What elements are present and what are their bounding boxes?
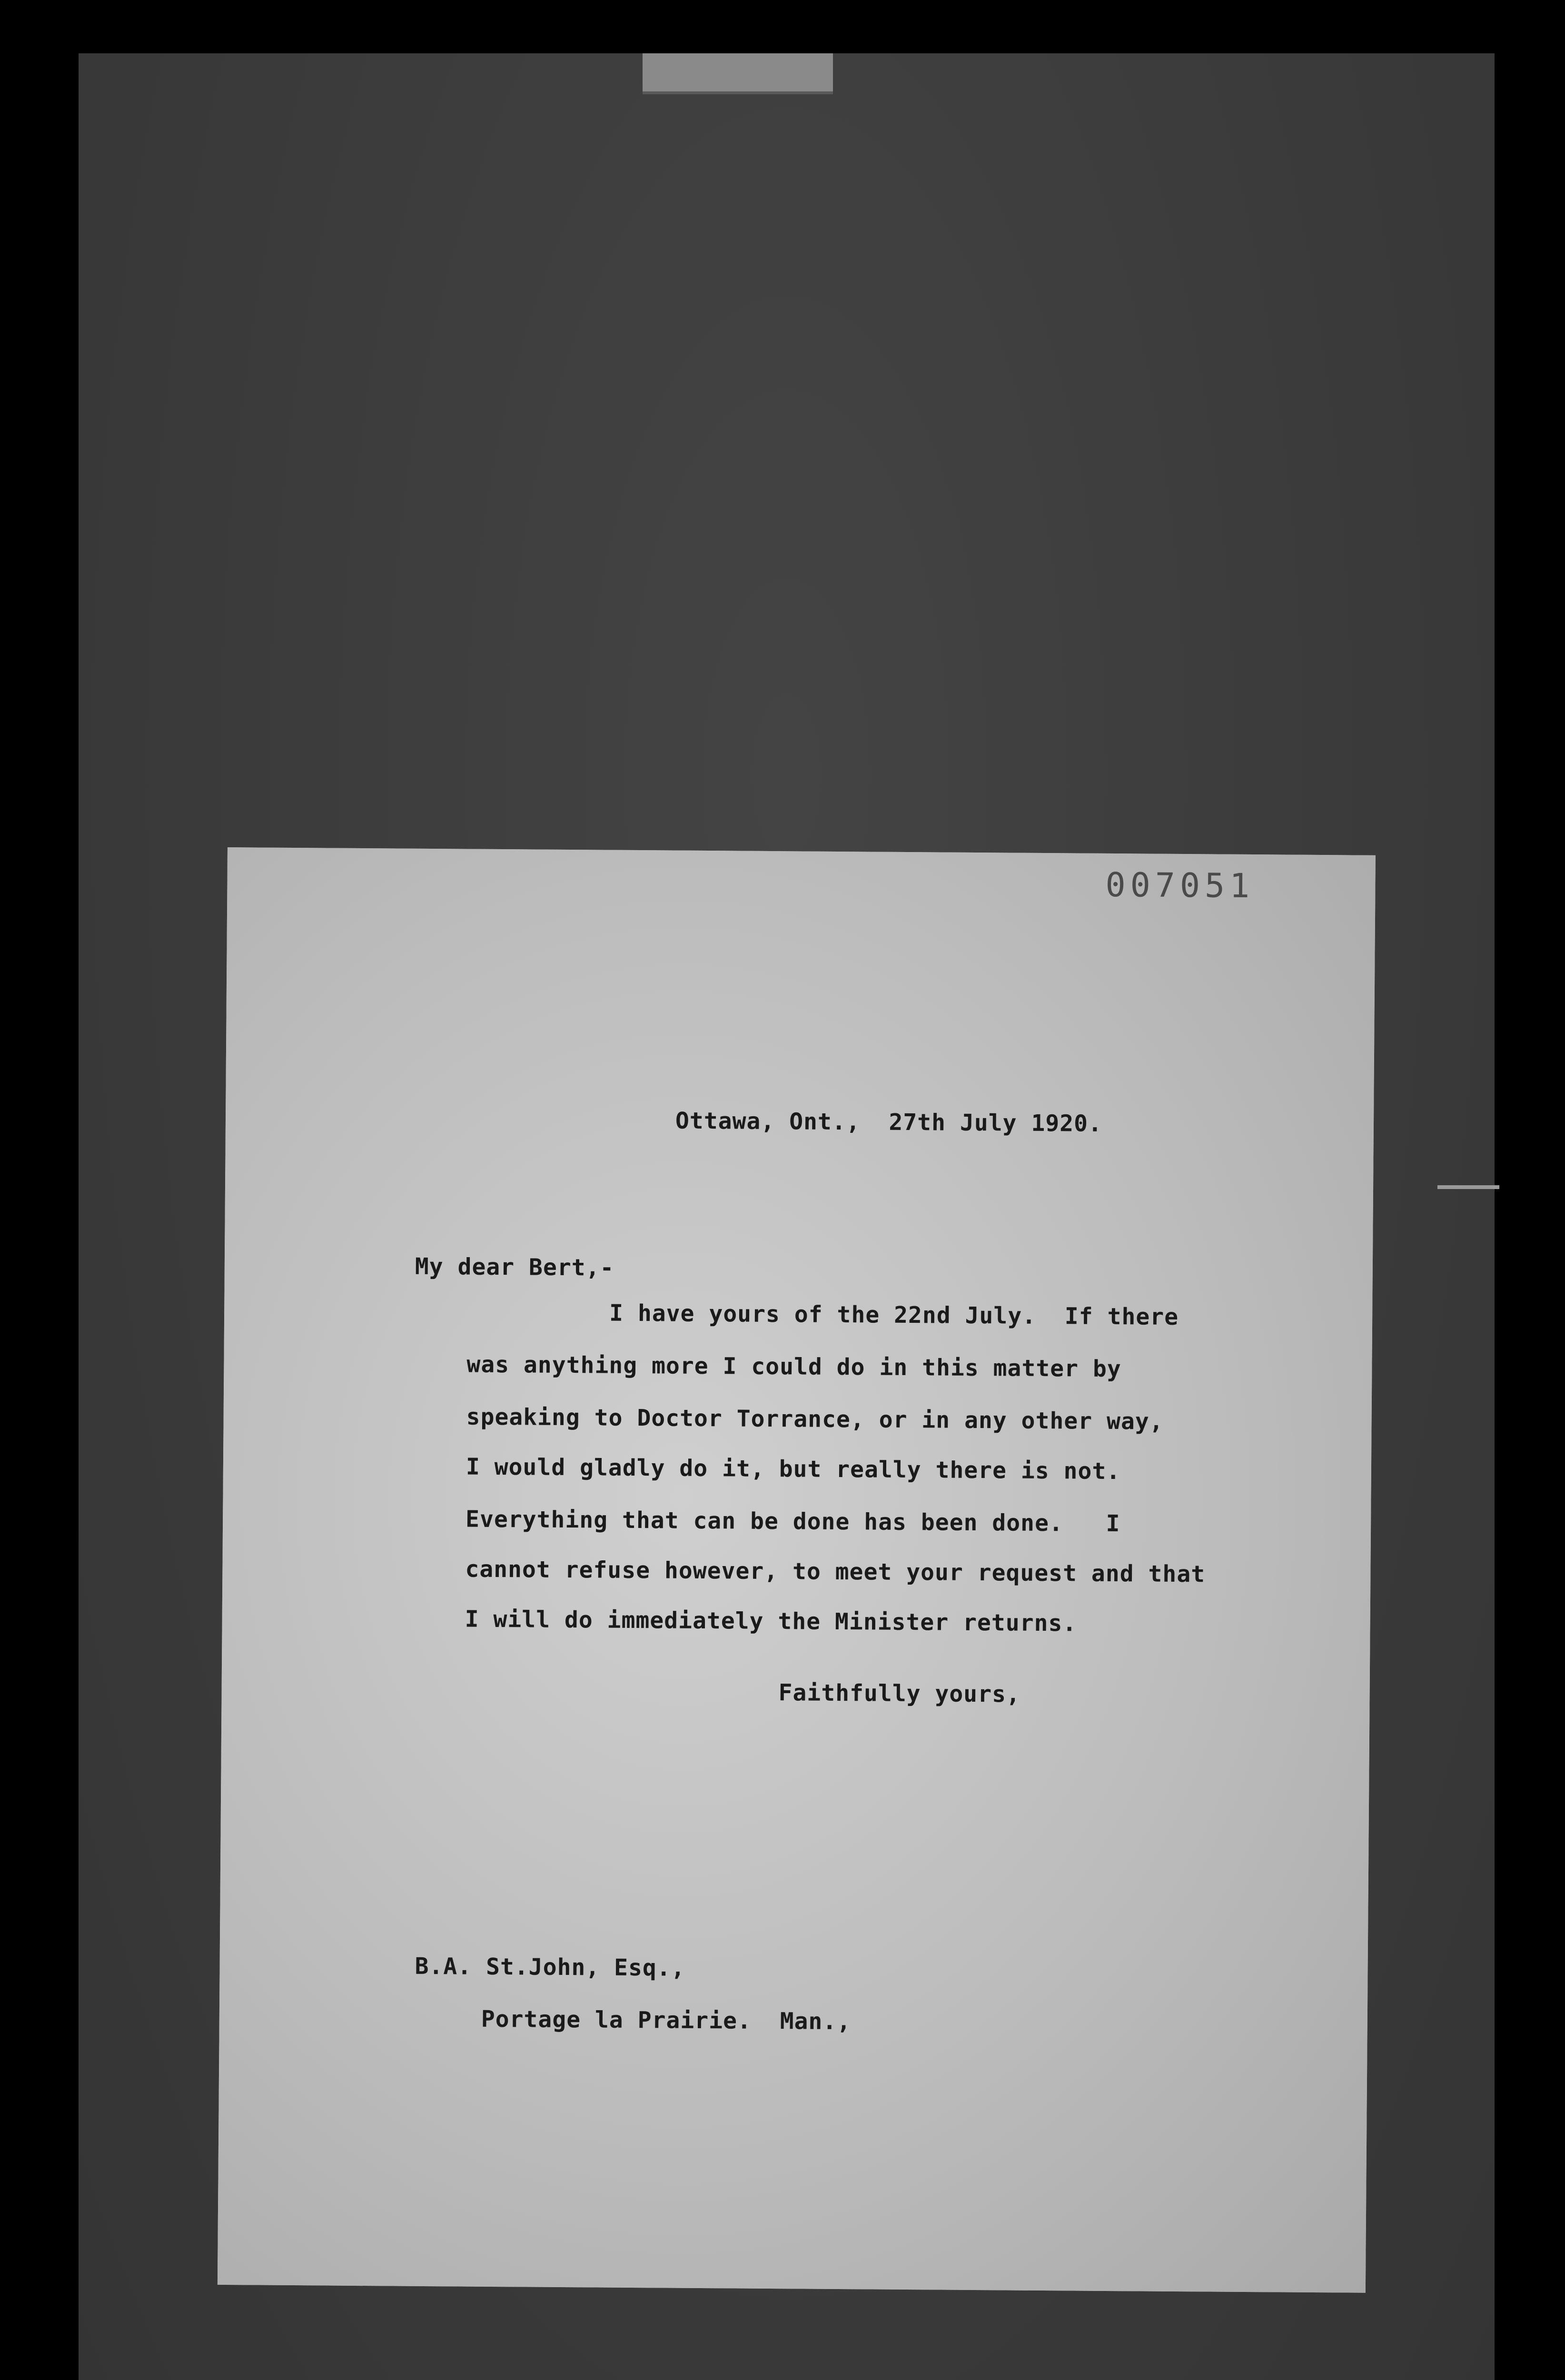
- letter-body-line: speaking to Doctor Torrance, or in any other way,: [466, 1403, 1164, 1435]
- mount-clip: [643, 53, 833, 94]
- letter-body-line: was anything more I could do in this matter by: [466, 1351, 1121, 1383]
- letter-dateline: Ottawa, Ont., 27th July 1920.: [675, 1107, 1103, 1137]
- letter-salutation: My dear Bert,-: [415, 1253, 614, 1281]
- letter-page: [218, 847, 1376, 2293]
- letter-body-line: I have yours of the 22nd July. If there: [466, 1299, 1179, 1330]
- letter-closing: Faithfully yours,: [778, 1679, 1021, 1708]
- letter-body-line: I will do immediately the Minister returns.: [465, 1606, 1077, 1637]
- letter-body-line: Everything that can be done has been done. I: [465, 1506, 1120, 1537]
- recipient-location: Portage la Prairie. Man.,: [481, 2005, 852, 2035]
- letter-body-line: I would gladly do it, but really there is not.: [466, 1453, 1121, 1485]
- letter-body-line: cannot refuse however, to meet your request and that: [465, 1556, 1206, 1588]
- recipient-name: B.A. St.John, Esq.,: [415, 1953, 685, 1982]
- mount-mark: [1437, 1185, 1499, 1189]
- document-number: 007051: [1105, 865, 1255, 906]
